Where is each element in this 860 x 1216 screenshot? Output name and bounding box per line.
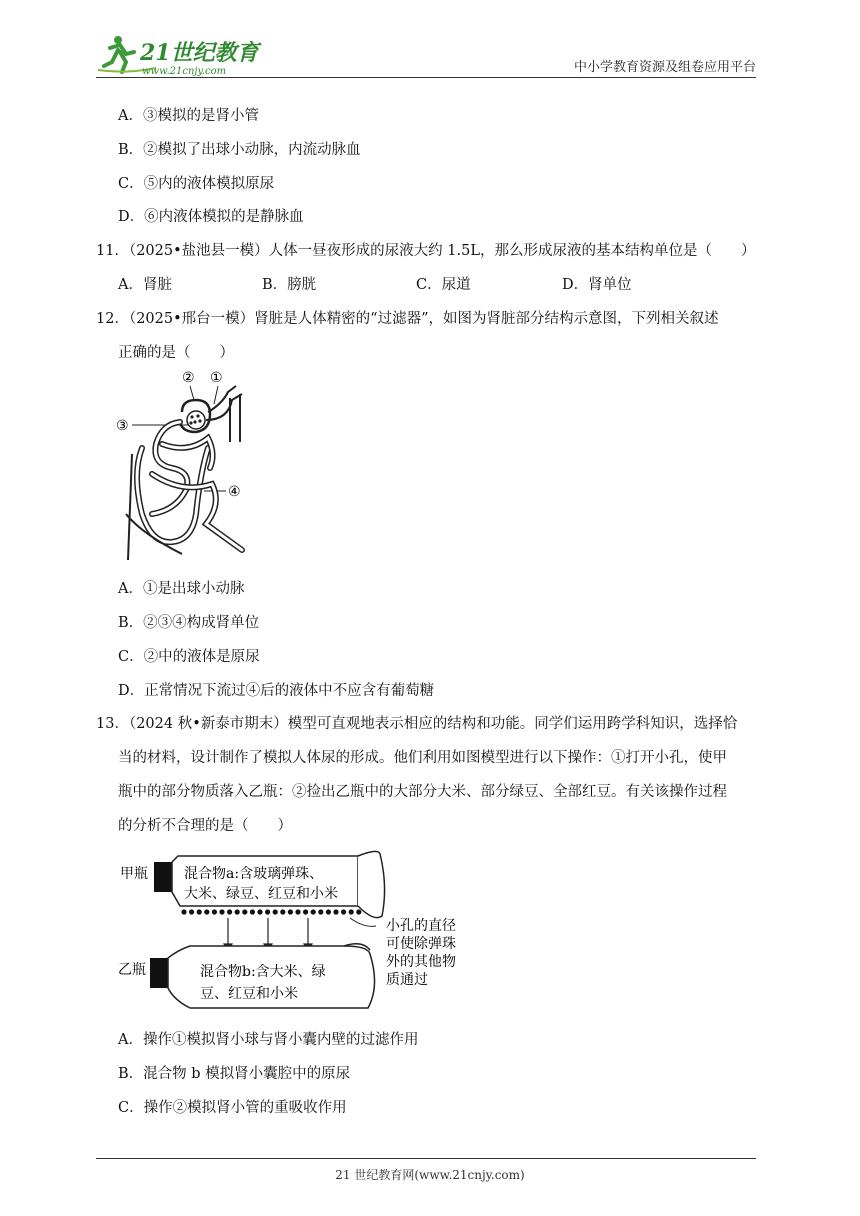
bottle-b-label: 乙瓶 xyxy=(118,962,146,978)
q12-option-c: C．②中的液体是原尿 xyxy=(118,649,260,665)
q10-option-a: A．③模拟的是肾小管 xyxy=(118,108,259,124)
hole-note-4: 质通过 xyxy=(386,972,428,988)
q11-option-d: D．肾单位 xyxy=(562,277,632,293)
header-platform-text: 中小学教育资源及组卷应用平台 xyxy=(573,60,756,75)
filter-model-figure xyxy=(118,846,478,1018)
filter-hole xyxy=(235,909,240,914)
bottle-a-cap xyxy=(154,862,172,892)
figure-label-2: ② xyxy=(182,370,195,386)
filter-hole xyxy=(257,909,262,914)
filter-hole xyxy=(311,909,316,914)
filter-hole xyxy=(356,909,361,914)
filter-hole xyxy=(219,909,224,914)
bottle-a-text1: 混合物a:含玻璃弹珠、 xyxy=(184,866,324,882)
filter-hole xyxy=(333,909,338,914)
filter-hole xyxy=(288,909,293,914)
hole-note-2: 可使除弹珠 xyxy=(386,936,456,952)
filter-hole xyxy=(204,909,209,914)
footer-text: 21 世纪教育网(www.21cnjy.com) xyxy=(335,1168,525,1182)
footer-divider xyxy=(96,1158,756,1159)
bottle-b-text2: 豆、红豆和小米 xyxy=(200,986,298,1002)
q11-stem: 11．（2025•盐池县一模）人体一昼夜形成的尿液大约 1.5L，那么形成尿液的基本结构单位是（ ） xyxy=(96,243,756,259)
filter-hole xyxy=(273,909,278,914)
filter-hole xyxy=(197,909,202,914)
filter-hole xyxy=(280,909,285,914)
q13-stem-line3: 瓶中的部分物质落入乙瓶：②捡出乙瓶中的大部分大米、部分绿豆、全部红豆。有关该操作过程 xyxy=(118,784,727,800)
q11-option-b: B．膀胱 xyxy=(262,277,317,293)
filter-hole xyxy=(181,909,186,914)
filter-hole xyxy=(242,909,247,914)
q12-option-b: B．②③④构成肾单位 xyxy=(118,615,260,631)
q13-stem-line4: 的分析不合理的是（ ） xyxy=(118,818,292,834)
q11-option-a: A．肾脏 xyxy=(118,277,172,293)
q10-option-c: C．⑤内的液体模拟原尿 xyxy=(118,176,275,192)
q13-option-c: C．操作②模拟肾小管的重吸收作用 xyxy=(118,1100,347,1116)
filter-hole xyxy=(341,909,346,914)
q13-stem-line1: 13．（2024 秋•新泰市期末）模型可直观地表示相应的结构和功能。同学们运用跨学科知识，选择恰 xyxy=(96,716,738,732)
q10-option-d: D．⑥内液体模拟的是静脉血 xyxy=(118,209,304,225)
q10-option-b: B．②模拟了出球小动脉，内流动脉血 xyxy=(118,142,361,158)
logo-main-text: 21世纪教育 xyxy=(140,40,259,66)
note-pointer xyxy=(350,918,376,926)
q11-option-c: C．尿道 xyxy=(416,277,471,293)
filter-hole xyxy=(326,909,331,914)
q12-option-a: A．①是出球小动脉 xyxy=(118,581,245,597)
q12-stem-line2: 正确的是（ ） xyxy=(118,345,234,361)
q12-option-d: D．正常情况下流过④后的液体中不应含有葡萄糖 xyxy=(118,683,435,699)
figure-label-3: ③ xyxy=(116,418,129,434)
filter-hole xyxy=(318,909,323,914)
figure-label-4: ④ xyxy=(228,484,241,500)
logo-sub-text: www.21cnjy.com xyxy=(142,66,227,77)
bottle-a-label: 甲瓶 xyxy=(120,866,148,882)
q13-option-a: A．操作①模拟肾小球与肾小囊内壁的过滤作用 xyxy=(118,1032,419,1048)
filter-hole xyxy=(295,909,300,914)
logo xyxy=(96,30,276,78)
bottle-b-cap xyxy=(150,958,168,988)
filter-hole xyxy=(227,909,232,914)
bottle-a-text2: 大米、绿豆、红豆和小米 xyxy=(184,886,338,902)
hole-note-3: 外的其他物 xyxy=(386,954,456,970)
filter-holes xyxy=(181,909,361,914)
header-divider xyxy=(96,77,756,78)
filter-hole xyxy=(189,909,194,914)
filter-hole xyxy=(212,909,217,914)
q13-stem-line2: 当的材料，设计制作了模拟人体尿的形成。他们利用如图模型进行以下操作：①打开小孔，使甲 xyxy=(118,750,727,766)
filter-hole xyxy=(265,909,270,914)
kidney-nephron-figure xyxy=(112,364,252,568)
page-header xyxy=(96,30,756,78)
figure-label-1: ① xyxy=(210,370,223,386)
hole-note-1: 小孔的直径 xyxy=(386,918,456,934)
filter-hole xyxy=(250,909,255,914)
filter-hole xyxy=(303,909,308,914)
q13-option-b: B．混合物 b 模拟肾小囊腔中的原尿 xyxy=(118,1066,351,1082)
q12-stem-line1: 12．（2025•邢台一模）肾脏是人体精密的“过滤器”，如图为肾脏部分结构示意图，下列相关叙述 xyxy=(96,311,719,327)
bottle-b-text1: 混合物b:含大米、绿 xyxy=(200,964,326,980)
filter-hole xyxy=(349,909,354,914)
